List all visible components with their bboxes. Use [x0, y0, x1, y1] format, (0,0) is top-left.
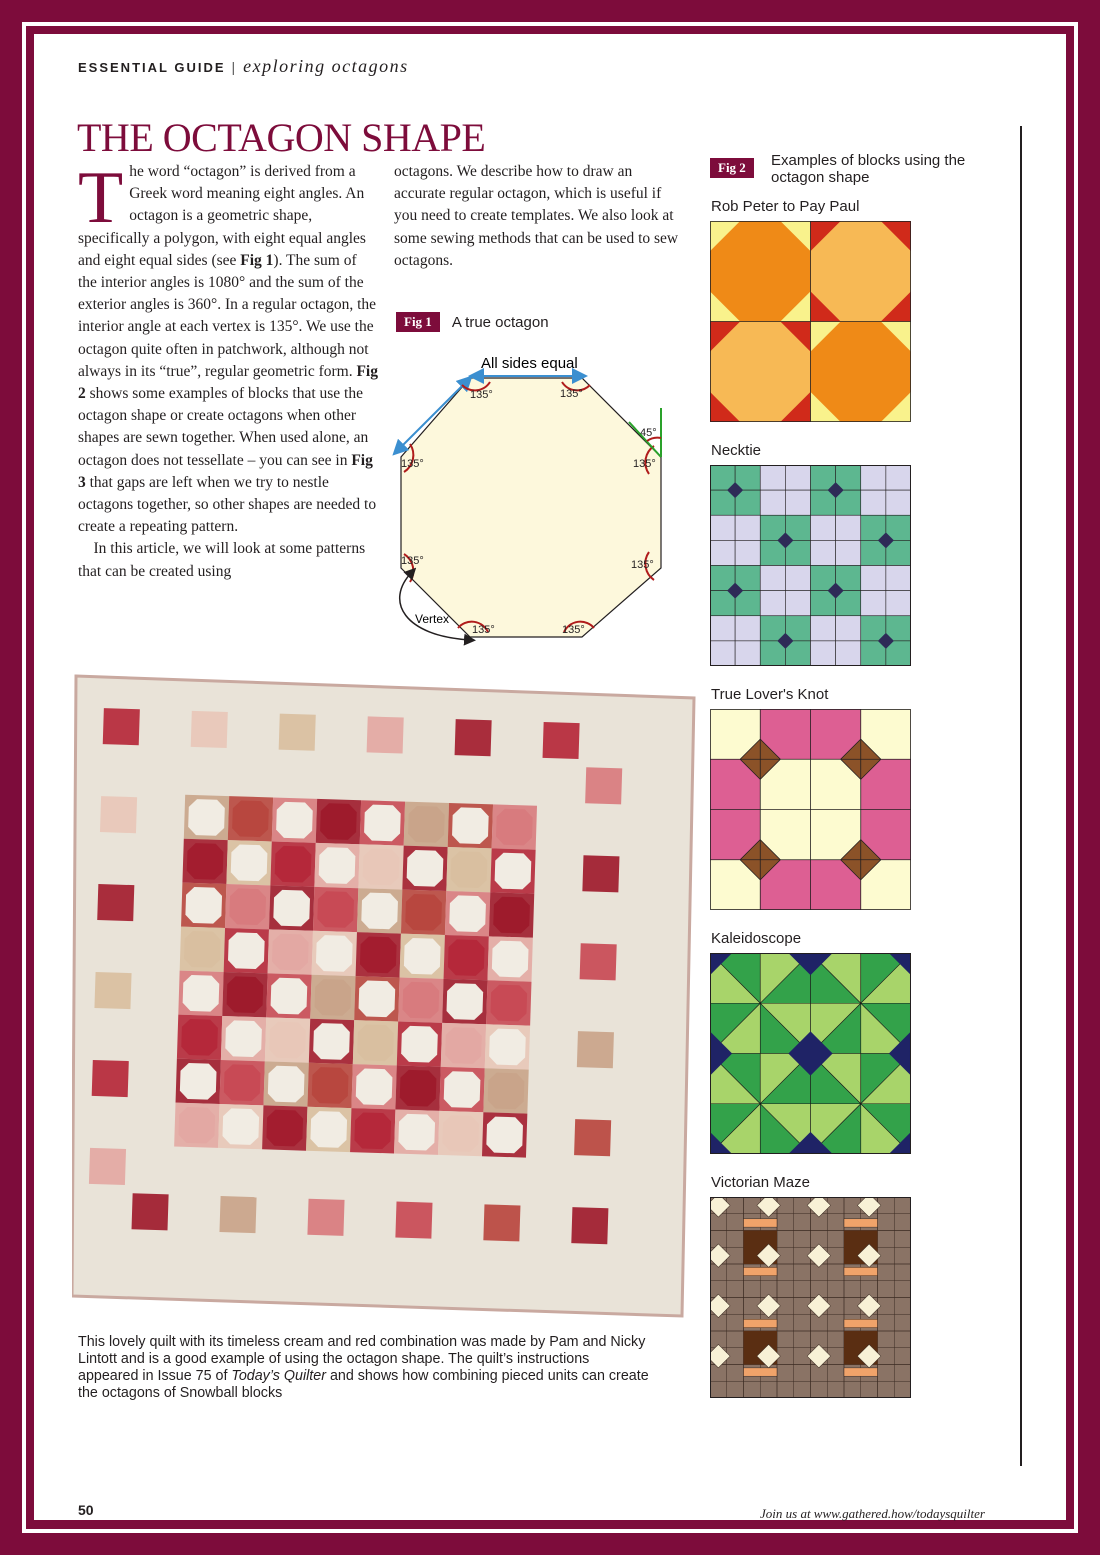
block-rob-peter-to-pay-paul — [710, 221, 911, 422]
fig1-tag: Fig 1 — [396, 312, 440, 332]
block-title-necktie: Necktie — [711, 442, 762, 459]
angle-label-5: 135° — [562, 624, 585, 636]
angle-label-3: 135° — [633, 458, 656, 470]
angle-label-6: 135° — [472, 624, 495, 636]
exterior-angle-label: 45° — [640, 427, 657, 439]
block-necktie — [710, 465, 911, 666]
octagon-shape — [401, 378, 661, 637]
body-column-1 — [78, 157, 378, 583]
block-title-rob-peter: Rob Peter to Pay Paul — [711, 198, 860, 215]
caption-text-2: and shows how combining pieced units can create the octagons of Snowball blocks — [78, 1368, 649, 1401]
angle-label-7: 135° — [401, 555, 424, 567]
fig1-octagon-diagram — [384, 346, 684, 656]
block-title-true-lovers-knot: True Lover's Knot — [711, 686, 829, 703]
angle-label-1: 135° — [470, 389, 493, 401]
block-title-kaleidoscope: Kaleidoscope — [711, 930, 802, 947]
header-separator: | — [231, 59, 238, 75]
block-true-lovers-knot — [710, 709, 911, 910]
vertex-label: Vertex — [415, 612, 450, 626]
article-title: THE OCTAGON SHAPE — [77, 115, 486, 160]
quilt-photo — [72, 668, 698, 1323]
caption-text-1: This lovely quilt with its timeless cream and red combination was made by Pam and Nicky Lintott and is a good example of using the octagon shape. The quilt’s instructions appeared in Issue 75 of — [78, 1334, 646, 1384]
angle-label-2: 135° — [560, 388, 583, 400]
header-topic: exploring octagons — [243, 56, 409, 76]
fig2-label: Examples of blocks using the octagon shape — [771, 152, 966, 186]
running-header — [78, 56, 409, 77]
photo-caption — [78, 1334, 653, 1402]
drop-cap: T — [78, 157, 124, 239]
footer-link[interactable]: Join us at www.gathered.how/todaysquilter — [760, 1506, 985, 1521]
header-section: ESSENTIAL GUIDE — [78, 60, 226, 75]
sides-label: All sides equal — [481, 355, 578, 372]
fig1-heading — [396, 312, 549, 332]
angle-label-4: 135° — [631, 559, 654, 571]
block-kaleidoscope — [710, 953, 911, 1154]
body-text-1: he word “octagon” is derived from a Greek word meaning eight angles. An octagon is a geometric shape, specifically a polygon, with eight equal angles and eight equal sides (see Fig 1). The sum of the interior angles is 1080° and the sum of the exterior angles is 360°. In a regular octagon, the interior angle at each vertex is 135°. We use the octagon quite often in patchwork, although not always in its “true”, regular geometric form. Fig 2 shows some examples of blocks that use the octagon shape or create octagons when other shapes are sewn together. When used alone, an octagon does not tessellate – you can see in Fig 3 that gaps are left when we try to nestle octagons together, so other shapes are needed to create a repeating pattern. In this article, we will look at some patterns that can be created using — [78, 163, 378, 580]
body-column-2: octagons. We describe how to draw an accurate regular octagon, which is useful if you need to create templates. We also look at some sewing methods that can be used to sew octagons. — [394, 163, 679, 269]
column-divider — [1020, 126, 1022, 1466]
fig1-label: A true octagon — [451, 314, 549, 331]
block-title-victorian-maze: Victorian Maze — [711, 1174, 810, 1191]
angle-label-8: 135° — [401, 458, 424, 470]
page-number: 50 — [78, 1502, 94, 1518]
caption-publication: Today’s Quilter — [231, 1368, 326, 1384]
block-victorian-maze — [710, 1197, 911, 1398]
fig2-tag: Fig 2 — [710, 158, 754, 178]
